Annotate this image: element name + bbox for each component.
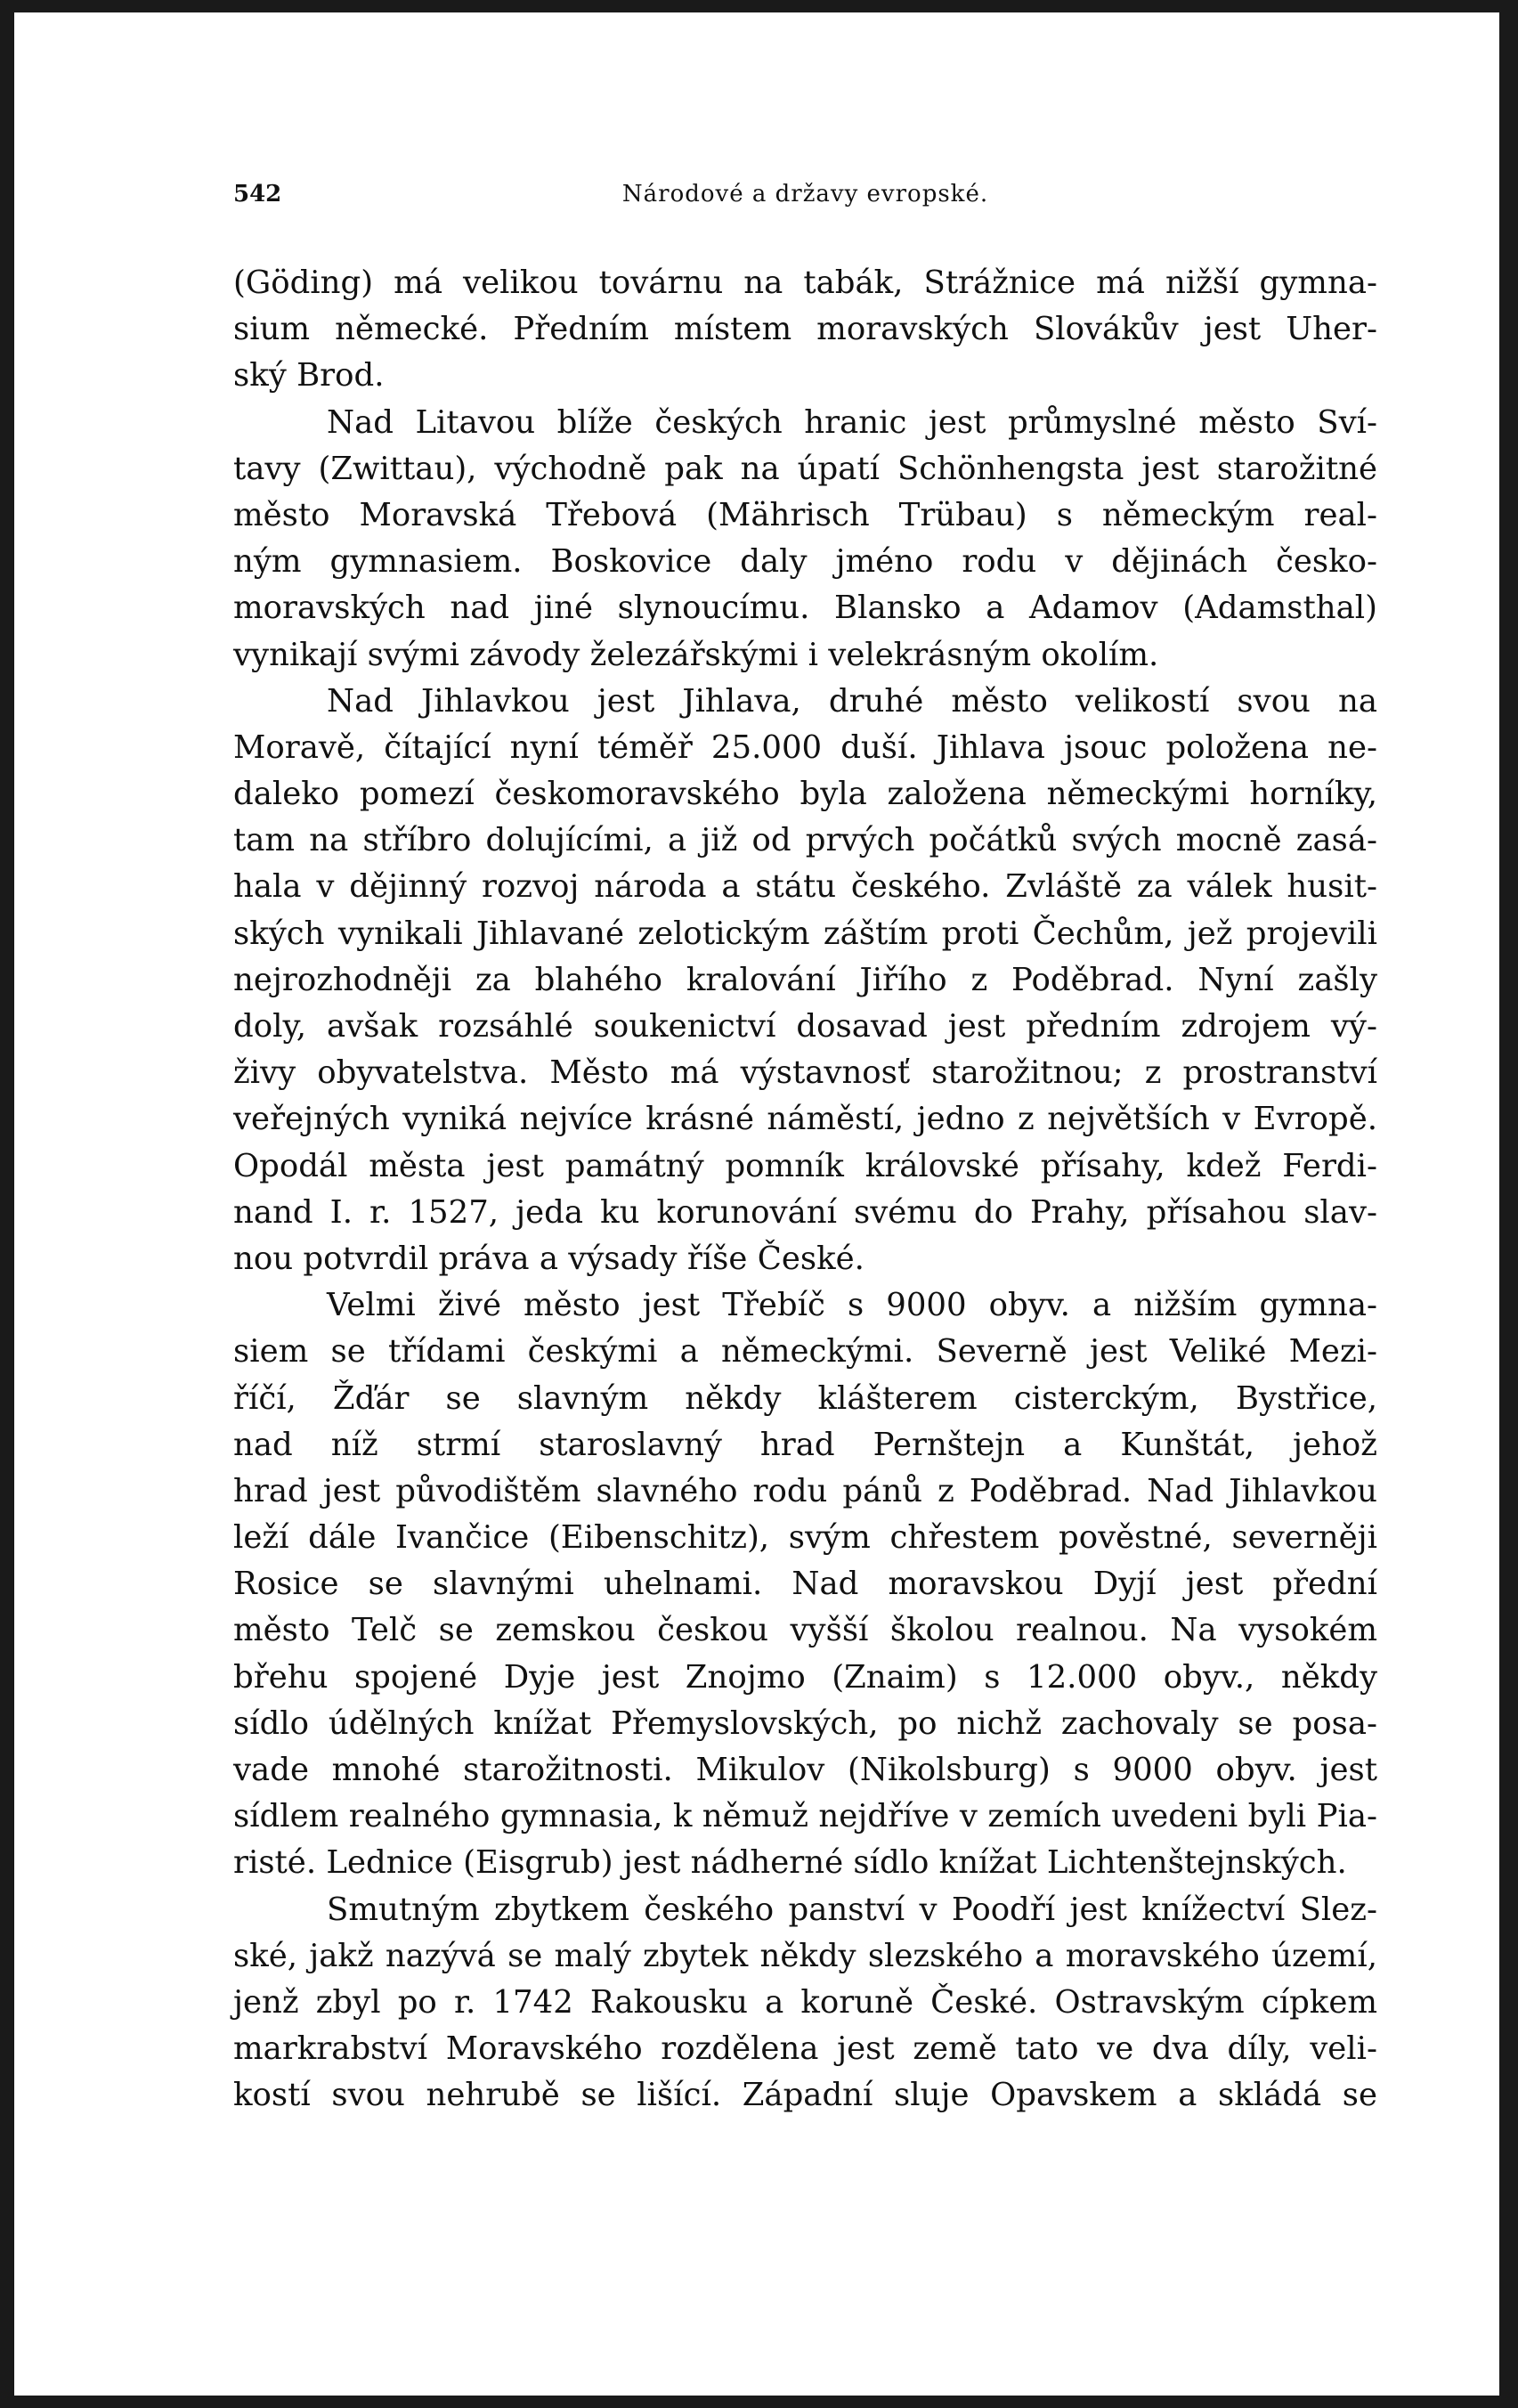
text-line: doly, avšak rozsáhlé soukenictví dosavad jest předním zdrojem vý- — [233, 1008, 1377, 1045]
text-line: vade mnohé starožitnosti. Mikulov (Nikolsburg) s 9000 obyv. jest — [233, 1752, 1377, 1788]
text-line: nand I. r. 1527, jeda ku korunování svému do Prahy, přísahou slav- — [233, 1193, 1377, 1231]
text-line: ské, jakž nazývá se malý zbytek někdy slezského a moravského území, — [233, 1937, 1377, 1974]
text-line: vynikají svými závody železářskými i velekrásným okolím. — [233, 636, 1159, 673]
text-line: ský Brod. — [233, 357, 385, 395]
text-line: tam na stříbro dolujícími, a již od prvých počátků svých mocně zasá- — [233, 822, 1377, 859]
text-line: markrabství Moravského rozdělena jest země tato ve dva díly, veli- — [233, 2030, 1377, 2068]
text-line: nou potvrdil práva a výsady říše České. — [233, 1240, 865, 1277]
text-line: sium německé. Předním místem moravských Slovákův jest Uher- — [233, 311, 1377, 348]
text-line: město Telč se zemskou českou vyšší školou realnou. Na vysokém — [233, 1612, 1377, 1649]
text-line: moravských nad jiné slynoucímu. Blansko a Adamov (Adamsthal) — [233, 590, 1377, 627]
text-line: Nad Jihlavkou jest Jihlava, druhé město velikostí svou na — [327, 682, 1377, 720]
body-text — [233, 260, 1377, 2119]
text-line: Rosice se slavnými uhelnami. Nad moravskou Dyjí jest přední — [233, 1566, 1377, 1603]
text-line: Opodál města jest památný pomník královské přísahy, kdež Ferdi- — [233, 1147, 1377, 1184]
text-line: siem se třídami českými a německými. Severně jest Veliké Mezi- — [233, 1333, 1377, 1371]
text-line: risté. Lednice (Eisgrub) jest nádherné sídlo knížat Lichtenštejnských. — [233, 1844, 1347, 1882]
text-line: nejrozhodněji za blahého kralování Jiřího z Poděbrad. Nyní zašly — [233, 961, 1377, 998]
text-line: Nad Litavou blíže českých hranic jest průmyslné město Sví- — [327, 403, 1377, 441]
running-title: Národové a državy evropské. — [621, 181, 989, 207]
text-line: (Göding) má velikou továrnu na tabák, Strážnice má nižší gymna- — [233, 264, 1377, 301]
text-line: nad níž strmí staroslavný hrad Pernštejn a Kunštát, jehož — [233, 1426, 1377, 1463]
text-line: živy obyvatelstva. Město má výstavnosť starožitnou; z prostranství — [233, 1054, 1377, 1092]
text-line: daleko pomezí českomoravského byla založena německými horníky, — [233, 776, 1377, 813]
text-line: veřejných vyniká nejvíce krásné náměstí, jedno z největších v Evropě. — [233, 1101, 1377, 1138]
text-line: kostí svou nehrubě se lišící. Západní sluje Opavskem a skládá se — [233, 2077, 1377, 2114]
text-line: hrad jest původištěm slavného rodu pánů z Poděbrad. Nad Jihlavkou — [233, 1472, 1377, 1509]
text-line: Smutným zbytkem českého panství v Poodří jest knížectví Slez- — [327, 1891, 1377, 1928]
text-line: jenž zbyl po r. 1742 Rakousku a koruně České. Ostravským cípkem — [233, 1983, 1377, 2021]
page-header — [233, 181, 1377, 216]
text-line: břehu spojené Dyje jest Znojmo (Znaim) s 12.000 obyv., někdy — [233, 1658, 1377, 1696]
text-line: říčí, Žďár se slavným někdy klášterem cisterckým, Bystřice, — [233, 1379, 1377, 1417]
text-line: město Moravská Třebová (Mährisch Trübau) s německým real- — [233, 496, 1377, 533]
text-line: hala v dějinný rozvoj národa a státu českého. Zvláště za válek husit- — [233, 868, 1377, 906]
text-line: Velmi živé město jest Třebíč s 9000 obyv. a nižším gymna- — [327, 1287, 1377, 1324]
text-line: ských vynikali Jihlavané zelotickým záštím proti Čechům, jež projevili — [233, 915, 1377, 952]
text-line: sídlem realného gymnasia, k němuž nejdříve v zemích uvedeni byli Pia- — [233, 1798, 1377, 1835]
text-line: ným gymnasiem. Boskovice daly jméno rodu v dějinách česko- — [233, 543, 1377, 581]
text-line: leží dále Ivančice (Eibenschitz), svým chřestem pověstné, severněji — [233, 1519, 1377, 1557]
page-number: 542 — [233, 181, 282, 207]
text-line: sídlo údělných knížat Přemyslovských, po nichž zachovaly se posa- — [233, 1704, 1377, 1742]
text-line: tavy (Zwittau), východně pak na úpatí Schönhengsta jest starožitné — [233, 450, 1377, 487]
text-line: Moravě, čítající nyní téměř 25.000 duší. Jihlava jsouc položena ne- — [233, 728, 1377, 766]
